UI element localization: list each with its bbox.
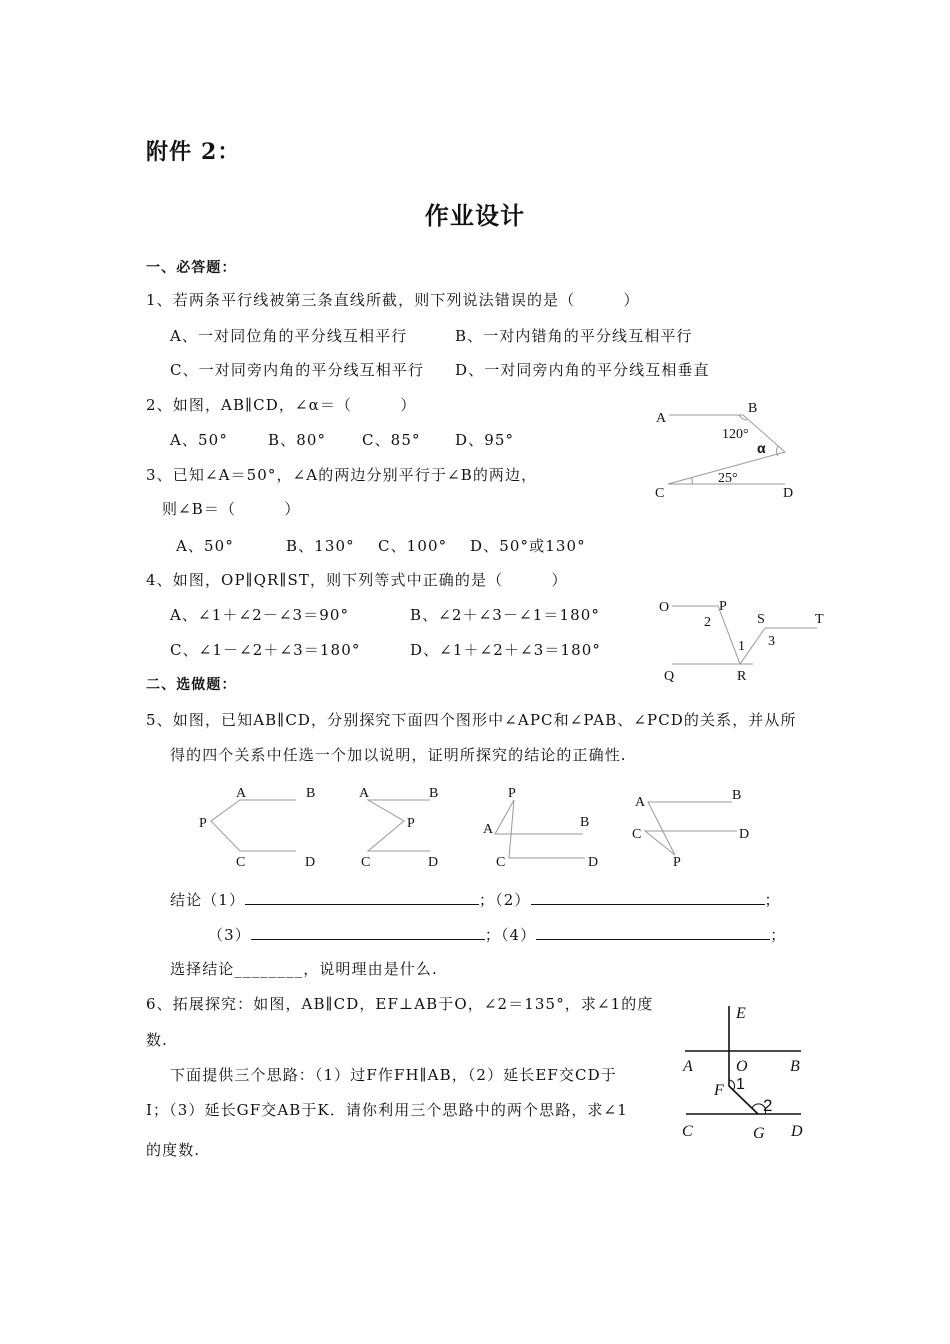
q5-choose: 选择结论________，说明理由是什么. bbox=[170, 960, 438, 978]
label-d: D bbox=[305, 855, 316, 870]
label-c: C bbox=[236, 855, 246, 870]
label-o: O bbox=[736, 1058, 748, 1075]
label-q: Q bbox=[664, 669, 675, 684]
q4-stem: 4、如图，OP∥QR∥ST，则下列等式中正确的是（ ） bbox=[146, 571, 568, 589]
q3-option-a: A、50° bbox=[176, 537, 234, 555]
label-r: R bbox=[737, 669, 747, 684]
figure-q5-4 bbox=[632, 788, 749, 870]
label-b: B bbox=[429, 786, 439, 801]
label-d: D bbox=[783, 486, 794, 501]
q4-option-c: C、∠1－∠2＋∠3＝180° bbox=[170, 641, 361, 659]
label-b: B bbox=[306, 786, 316, 801]
figure-q5-3 bbox=[483, 786, 598, 870]
q3-stem-2: 则∠B＝（ ） bbox=[162, 500, 301, 518]
label-p: P bbox=[407, 816, 415, 831]
q2-option-a: A、50° bbox=[170, 431, 228, 449]
q1-option-c: C、一对同旁内角的平分线互相平行 bbox=[170, 361, 425, 379]
angle-1-label: 1 bbox=[736, 1076, 745, 1093]
q3-option-b: B、130° bbox=[286, 537, 355, 555]
conclusion-2-label: ；（2） bbox=[479, 891, 531, 909]
label-t: T bbox=[815, 612, 824, 627]
label-b: B bbox=[732, 788, 742, 803]
q1-option-d: D、一对同旁内角的平分线互相垂直 bbox=[455, 361, 710, 379]
conclusion-1-label: 结论（1） bbox=[170, 891, 246, 909]
label-a: A bbox=[656, 411, 667, 426]
label-a: A bbox=[483, 822, 494, 837]
label-c: C bbox=[496, 855, 506, 870]
q4-option-b: B、∠2＋∠3－∠1＝180° bbox=[410, 606, 600, 624]
label-b: B bbox=[748, 401, 758, 416]
q6-line-4: I；（3）延长GF交AB于K．请你利用三个思路中的两个思路，求∠1 bbox=[146, 1101, 628, 1119]
q5-line-1: 5、如图，已知AB∥CD，分别探究下面四个图形中∠APC和∠PAB、∠PCD的关系，并从所 bbox=[146, 711, 797, 729]
conclusion-4-label: ；（4） bbox=[484, 926, 537, 944]
page-title: 作业设计 bbox=[424, 201, 526, 230]
label-a: A bbox=[359, 786, 370, 801]
q2-option-d: D、95° bbox=[455, 431, 515, 449]
label-p: P bbox=[199, 816, 207, 831]
q4-option-d: D、∠1＋∠2＋∠3＝180° bbox=[410, 641, 601, 659]
label-e: E bbox=[736, 1005, 746, 1022]
figure-q6 bbox=[682, 1005, 803, 1142]
figure-q5-2 bbox=[359, 786, 438, 870]
label-c: C bbox=[361, 855, 371, 870]
angle-3-label: 3 bbox=[768, 634, 775, 649]
label-c: C bbox=[632, 827, 642, 842]
label-b: B bbox=[580, 815, 590, 830]
q2-option-b: B、80° bbox=[268, 431, 327, 449]
q4-option-a: A、∠1＋∠2－∠3＝90° bbox=[170, 606, 350, 624]
label-a: A bbox=[236, 786, 247, 801]
alpha-label: α bbox=[757, 440, 766, 456]
q3-option-d: D、50°或130° bbox=[470, 537, 586, 555]
label-a: A bbox=[683, 1058, 693, 1075]
q6-line-2: 数. bbox=[146, 1031, 168, 1049]
angle-120-label: 120° bbox=[722, 427, 749, 442]
angle-25-label: 25° bbox=[718, 471, 738, 486]
label-d: D bbox=[739, 827, 750, 842]
semicolon: ； bbox=[764, 891, 781, 909]
section-optional: 二、选做题： bbox=[146, 677, 237, 693]
angle-1-label: 1 bbox=[738, 639, 745, 654]
q6-line-1: 6、拓展探究：如图，AB∥CD，EF⊥AB于O，∠2＝135°，求∠1的度 bbox=[146, 995, 654, 1013]
q3-option-c: C、100° bbox=[378, 537, 448, 555]
q1-option-b: B、一对内错角的平分线互相平行 bbox=[455, 327, 693, 345]
figure-q2 bbox=[655, 401, 793, 501]
label-d: D bbox=[791, 1123, 803, 1140]
label-a: A bbox=[635, 795, 646, 810]
figure-q5-1 bbox=[199, 786, 315, 870]
q1-option-a: A、一对同位角的平分线互相平行 bbox=[170, 327, 408, 345]
label-b: B bbox=[790, 1058, 800, 1075]
label-d: D bbox=[428, 855, 439, 870]
label-c: C bbox=[655, 486, 665, 501]
angle-2-label: 2 bbox=[704, 615, 711, 630]
label-o: O bbox=[659, 600, 670, 615]
angle-2-label: 2 bbox=[763, 1096, 773, 1115]
q2-stem: 2、如图，AB∥CD，∠α＝（ ） bbox=[146, 396, 417, 414]
section-required: 一、必答题： bbox=[146, 260, 237, 276]
q1-stem: 1、若两条平行线被第三条直线所截，则下列说法错误的是（ ） bbox=[146, 291, 640, 309]
q5-line-2: 得的四个关系中任选一个加以说明，证明所探究的结论的正确性. bbox=[170, 746, 627, 764]
label-d: D bbox=[588, 855, 599, 870]
label-s: S bbox=[757, 612, 765, 627]
label-p: P bbox=[673, 855, 681, 870]
q6-line-3: 下面提供三个思路：（1）过F作FH∥AB，（2）延长EF交CD于 bbox=[170, 1066, 617, 1084]
attachment-label: 附件 2： bbox=[146, 139, 241, 165]
label-c: C bbox=[682, 1123, 693, 1140]
label-p: P bbox=[719, 599, 727, 614]
label-g: G bbox=[753, 1125, 765, 1142]
q6-line-5: 的度数. bbox=[146, 1141, 201, 1159]
label-p: P bbox=[508, 786, 516, 801]
q2-option-c: C、85° bbox=[362, 431, 421, 449]
figure-q4 bbox=[659, 599, 824, 684]
semicolon: ； bbox=[770, 926, 787, 944]
label-f: F bbox=[714, 1082, 724, 1099]
conclusion-3-label: （3） bbox=[208, 926, 251, 944]
q3-stem: 3、已知∠A＝50°，∠A的两边分别平行于∠B的两边， bbox=[146, 466, 538, 484]
